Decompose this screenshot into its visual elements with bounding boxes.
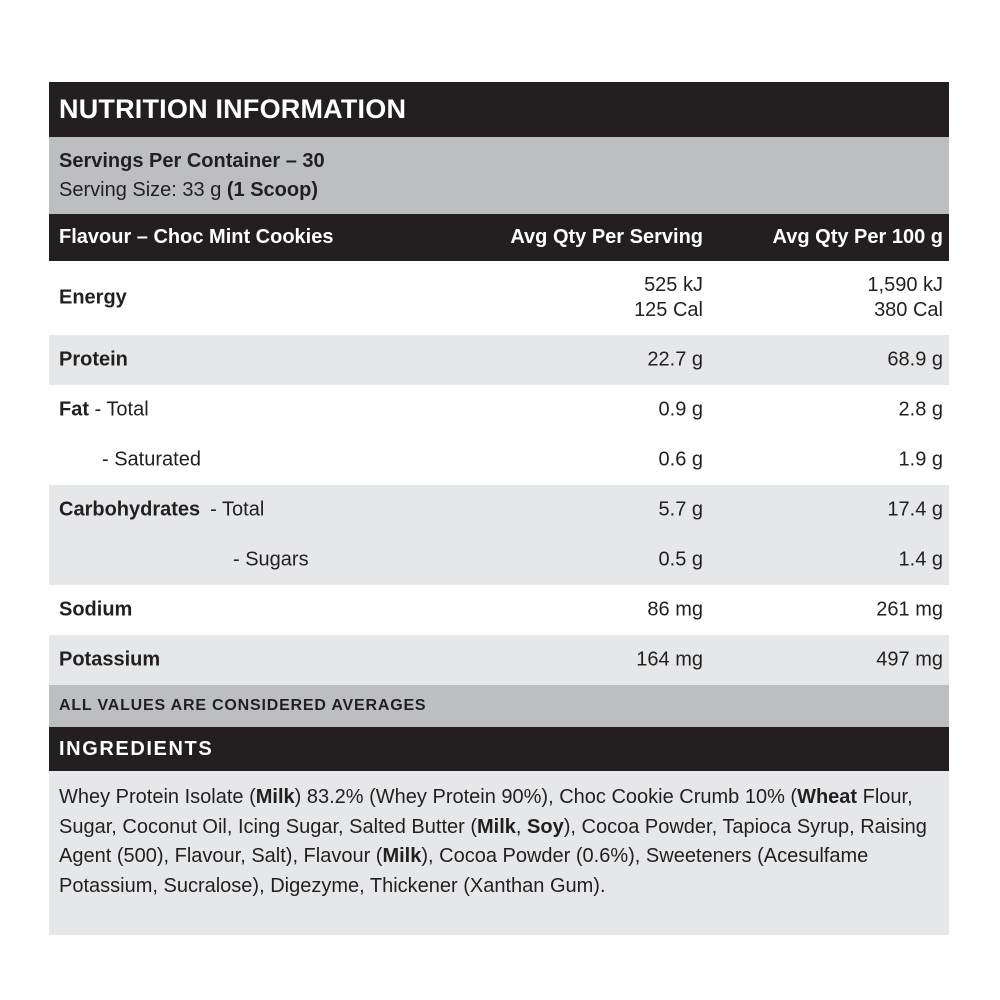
table-row-potassium: [49, 635, 949, 685]
fat-saturated-per-100g: 1.9 g: [898, 448, 943, 471]
carbs-sugars-per-serving: 0.5 g: [658, 548, 703, 571]
carbs-total-per-serving: 5.7 g: [658, 498, 703, 521]
sodium-label: Sodium: [59, 598, 133, 621]
energy-serving-cal: 125 Cal: [634, 299, 703, 321]
column-header-row: [49, 214, 949, 261]
fat-saturated-per-serving: 0.6 g: [658, 448, 703, 471]
ingredients-segment: ), Cocoa Powder, Tapioca Syrup, Raising Agent (500), Flavour, Salt), Flavour (: [59, 815, 927, 867]
table-row-sodium: [49, 585, 949, 635]
ingredients-text: [49, 771, 949, 935]
energy-serving-kj: 525 kJ: [644, 274, 703, 296]
ingredients-segment: Whey Protein Isolate (: [59, 786, 256, 808]
carbs-sugars-label: - Sugars: [233, 548, 309, 571]
potassium-per-serving: 164 mg: [636, 648, 703, 671]
energy-per-serving: [634, 273, 703, 323]
fat-label: Fat: [59, 398, 89, 421]
table-row-protein: [49, 335, 949, 385]
serving-size-scoop: (1 Scoop): [226, 179, 318, 201]
table-row-fat-total: [49, 385, 949, 435]
energy-label: Energy: [59, 286, 127, 309]
nutrition-panel: [49, 82, 949, 935]
ingredients-segment: ,: [515, 815, 528, 838]
allergen-highlight: Wheat: [797, 786, 858, 808]
fat-total-per-100g: 2.8 g: [898, 398, 943, 421]
fat-total-sublabel: - Total: [89, 398, 149, 421]
flavour-header: Flavour – Choc Mint Cookies: [59, 226, 334, 248]
fat-saturated-label: - Saturated: [102, 448, 201, 471]
allergen-highlight: Milk: [477, 815, 516, 838]
table-row-energy: [49, 261, 949, 335]
carbs-sugars-per-100g: 1.4 g: [898, 548, 943, 571]
potassium-label: Potassium: [59, 648, 161, 671]
sodium-per-serving: 86 mg: [647, 598, 703, 621]
servings-per-container: Servings Per Container – 30: [59, 150, 325, 172]
carbs-total-per-100g: 17.4 g: [887, 498, 943, 521]
protein-label: Protein: [59, 348, 128, 371]
ingredients-title-bar: [49, 727, 949, 771]
carbs-total-sublabel: - Total: [210, 498, 265, 521]
nutrition-title-bar: [49, 82, 949, 137]
allergen-highlight: Milk: [382, 845, 422, 867]
ingredients-segment: Flour, Sugar, Coconut Oil, Icing Sugar, Salted Butter (: [59, 786, 913, 838]
table-row-carbs-sugars: [49, 535, 949, 585]
allergen-highlight: Milk: [255, 786, 295, 808]
table-row-fat-saturated: [49, 435, 949, 485]
ingredients-segment: ), Cocoa Powder (0.6%), Sweeteners (Acesulfame Potassium, Sucralose), Digezyme, Thickener (Xanthan Gum).: [59, 845, 869, 897]
energy-per-100g: [867, 273, 943, 323]
servings-info: [49, 137, 949, 214]
table-row-carbs-total: [49, 485, 949, 535]
fat-total-per-serving: 0.9 g: [658, 398, 703, 421]
serving-size: [59, 176, 939, 205]
protein-per-100g: 68.9 g: [887, 348, 943, 371]
sodium-per-100g: 261 mg: [876, 598, 943, 621]
ingredients-segment: ) 83.2% (Whey Protein 90%), Choc Cookie Crumb 10% (: [294, 786, 798, 808]
protein-per-serving: 22.7 g: [647, 348, 703, 371]
energy-100g-kj: 1,590 kJ: [867, 274, 943, 296]
potassium-per-100g: 497 mg: [876, 648, 943, 671]
averages-note: ALL VALUES ARE CONSIDERED AVERAGES: [49, 685, 949, 727]
nutrition-title: NUTRITION INFORMATION: [59, 94, 407, 124]
energy-100g-cal: 380 Cal: [874, 299, 943, 321]
per-100g-header: Avg Qty Per 100 g: [772, 226, 943, 248]
serving-size-label: Serving Size: 33 g: [59, 179, 227, 201]
per-serving-header: Avg Qty Per Serving: [510, 226, 703, 248]
ingredients-title: INGREDIENTS: [59, 737, 214, 760]
allergen-highlight: Soy: [527, 815, 564, 838]
carbs-label: Carbohydrates: [59, 498, 201, 521]
